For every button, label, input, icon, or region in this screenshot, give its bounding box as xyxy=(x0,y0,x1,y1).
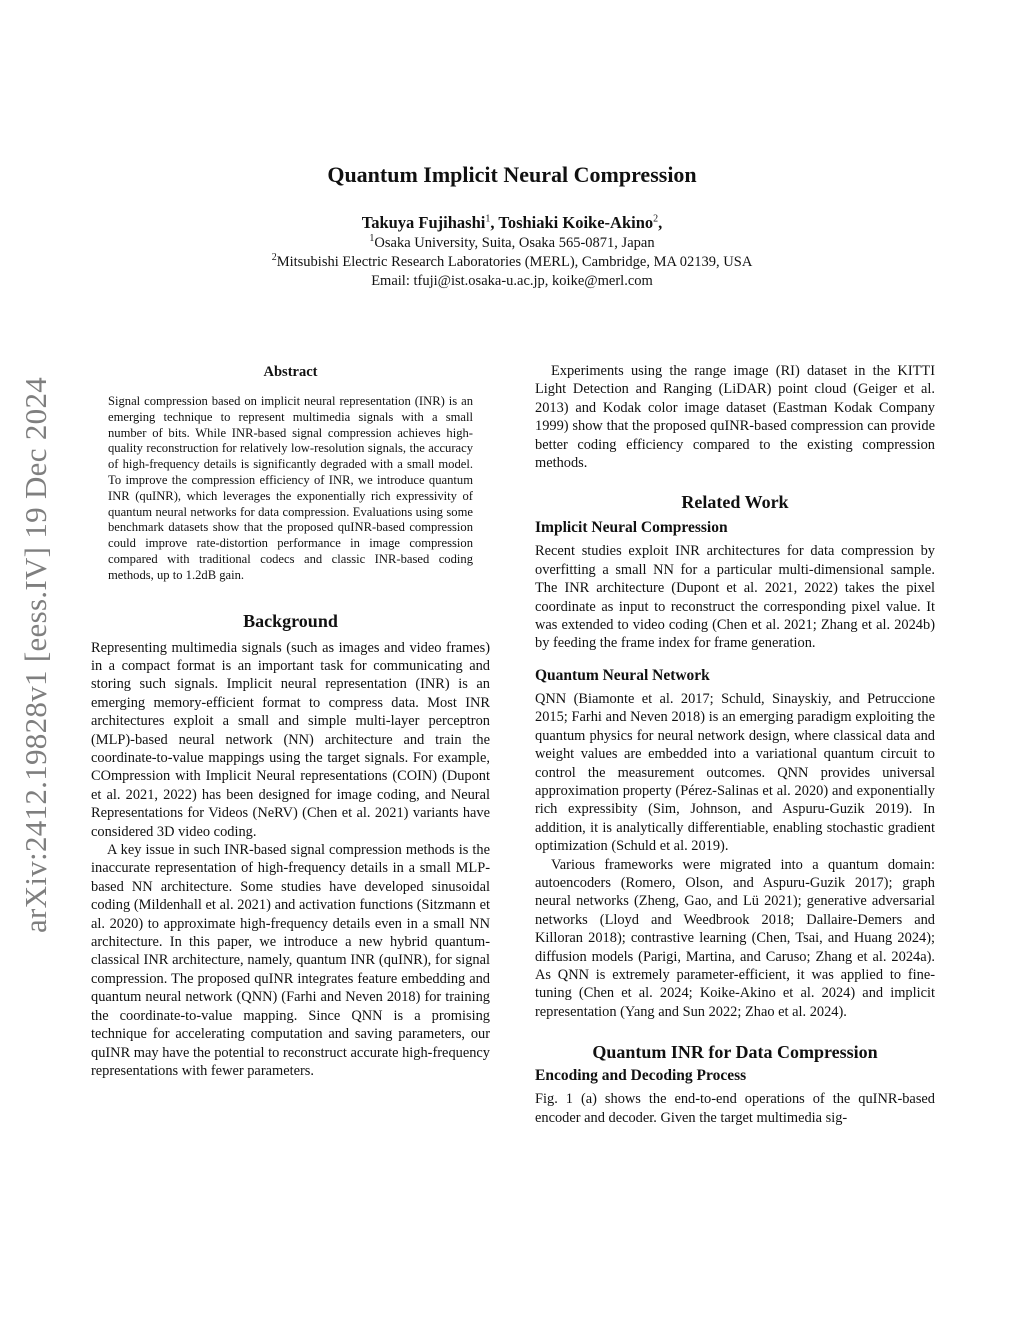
qnn-subheading: Quantum Neural Network xyxy=(535,666,710,684)
email-line: Email: tfuji@ist.osaka-u.ac.jp, koike@merl.com xyxy=(371,273,653,289)
abstract-heading: Abstract xyxy=(263,364,318,380)
right-column xyxy=(535,362,935,1127)
background-heading: Background xyxy=(243,610,338,631)
affiliation-1-mark: 1 xyxy=(369,233,375,245)
affiliation-1 xyxy=(0,234,1024,253)
qnn-paragraph-2: Various frameworks were migrated into a quantum domain: autoencoders (Romero, Olson, and Aspuru-Guzik 2017); graph neural networks (Zheng, Gao, and Lü 2021); generative adversarial networks (Lloyd and Weedbrook 2018; Dallaire-Demers and Killoran 2018); contrastive learning (Chen, Tsai, and Huang 2024); diffusion models (Parigi, Martina, and Caruso; Zhang et al. 2024a). As QNN is extremely parameter-efficient, it was applied to fine-tuning (Chen et al. 2024; Koike-Akino et al. 2024) and implicit representation (Yang and Sun 2022; Zhao et al. 2024). xyxy=(535,856,935,1020)
author-separator: , xyxy=(490,213,499,232)
abstract xyxy=(91,362,490,584)
inc-paragraph: Recent studies exploit INR architectures for data compression by overfitting a small NN for a particular multi-dimensional sample. The INR architecture (Dupont et al. 2021, 2022) takes the pixel coordinate as input to reconstruct the corresponding pixel value. It was extended to video coding (Chen et al. 2021; Zhang et al. 2024b) by feeding the frame index for frame generation. xyxy=(535,543,935,652)
affiliation-2-mark: 2 xyxy=(271,252,277,264)
affiliation-2 xyxy=(0,253,1024,272)
author-line xyxy=(0,212,1024,234)
encoding-decoding-paragraph: Fig. 1 (a) shows the end-to-end operations of the quINR-based encoder and decoder. Given the target multimedia sig- xyxy=(535,1091,935,1126)
intro-continuation: Experiments using the range image (RI) dataset in the KITTI Light Detection and Ranging (LiDAR) point cloud (Geiger et al. 2013) and Kodak color image dataset (Eastman Kodak Company 1999) show that the proposed quINR-based compression can provide better coding efficiency compared to the existing compression methods. xyxy=(535,363,935,472)
background-paragraph-1: Representing multimedia signals (such as images and video frames) in a compact format is an important task for communicating and storing such signals. Implicit neural representation (INR) is an emerging memory-efficient format to compress data. Most INR architectures exploit a small and simple multi-layer perceptron (MLP)-based neural network (NN) architecture and train the coordinate-to-value mappings using the target signals. For example, COmpression with Implicit Neural representations (COIN) (Dupont et al. 2021, 2022) has been designed for image coding, and Neural Representations for Videos (NeRV) (Chen et al. 2021) variants have considered 3D video coding. xyxy=(91,639,490,840)
paper-title: Quantum Implicit Neural Compression xyxy=(327,162,697,187)
author-line-end: , xyxy=(658,213,663,232)
author-1-affil-mark: 1 xyxy=(485,213,491,225)
author-1: Takuya Fujihashi xyxy=(361,213,486,232)
title-block xyxy=(0,160,1024,291)
arxiv-side-stamp xyxy=(12,350,60,960)
author-2: Toshiaki Koike-Akino xyxy=(498,213,654,232)
inc-subheading: Implicit Neural Compression xyxy=(535,519,728,537)
author-2-affil-mark: 2 xyxy=(653,213,659,225)
encoding-decoding-subheading: Encoding and Decoding Process xyxy=(535,1067,747,1085)
left-column xyxy=(91,362,490,1080)
quantum-inr-heading: Quantum INR for Data Compression xyxy=(592,1042,878,1063)
affiliation-2-text: Mitsubishi Electric Research Laboratories (MERL), Cambridge, MA 02139, USA xyxy=(276,254,753,270)
abstract-text: Signal compression based on implicit neural representation (INR) is an emerging technique to represent multimedia signals with a small number of bits. While INR-based signal compression achieves high-quality reconstruction for relatively low-resolution signals, the accuracy of high-frequency details is significantly degraded with a small model. To improve the compression efficiency of INR, we introduce quantum INR (quINR), which leverages the exponentially rich expressivity of quantum neural networks for data compression. Evaluations using some benchmark datasets show that the proposed quINR-based compression could improve rate-distortion performance in image compression compared with traditional codecs and classic INR-based coding methods, up to 1.2dB gain. xyxy=(108,394,473,582)
qnn-paragraph-1: QNN (Biamonte et al. 2017; Schuld, Sinayskiy, and Petruccione 2015; Farhi and Neven 2018) is an emerging paradigm exploiting the quantum physics for neural network design, where classical data and weight values are embedded into a variational quantum circuit to control the measurement outcomes. QNN provides universal approximation property (Pérez-Salinas et al. 2020) and exponentially rich expressibity (Sim, Johnson, and Aspuru-Guzik 2019). In addition, it is analytically differentiable, enabling stochastic gradient optimization (Schuld et al. 2019). xyxy=(535,690,935,855)
background-paragraph-2: A key issue in such INR-based signal compression methods is the inaccurate representation of high-frequency details in a small MLP-based NN architecture. Some studies have developed sinusoidal coding (Mildenhall et al. 2021) and activation functions (Sitzmann et al. 2020) to approximate high-frequency details even in a small NN architecture. In this paper, we introduce a new hybrid quantum-classical INR architecture, namely, quantum INR (quINR), for signal compression. The proposed quINR integrates feature embedding and quantum neural network (QNN) (Farhi and Neven 2018) for training the coordinate-to-value mapping. Since QNN is a promising technique for accelerating computation and saving parameters, our quINR may have the potential to reconstruct accurate high-frequency representations with fewer parameters. xyxy=(91,842,490,1079)
related-work-heading: Related Work xyxy=(681,492,789,513)
affiliation-1-text: Osaka University, Suita, Osaka 565-0871, Japan xyxy=(374,235,655,251)
arxiv-identifier: arXiv:2412.19828v1 [eess.IV] 19 Dec 2024 xyxy=(18,376,54,934)
